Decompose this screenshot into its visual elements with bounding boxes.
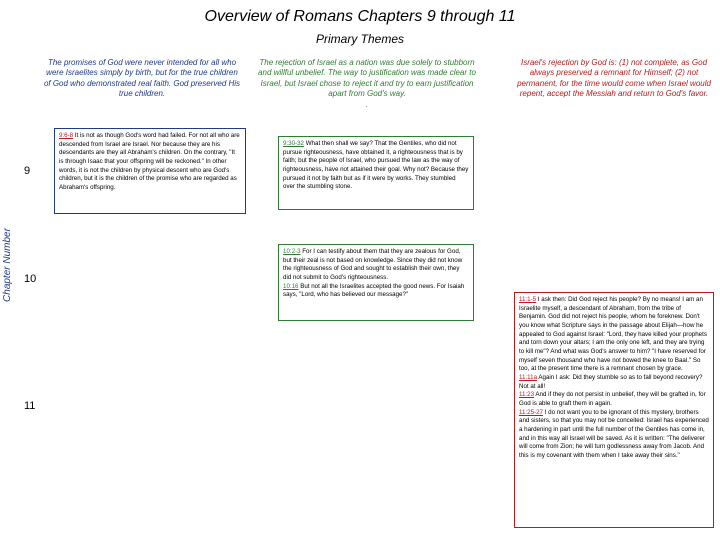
chapter-11-red-text-3: And if they do not persist in unbelief, they will be grafted in, for God is able to graft them in again.: [519, 391, 706, 408]
chapter-9-green-box: [278, 136, 474, 210]
chapter-11-red-ref-3: 11:23: [519, 391, 535, 399]
chapter-9-green-text: What then shall we say? That the Gentiles, who did not pursue righteousness, have obtained it, a righteousness that is by faith; but the people of Israel, who pursued the law as the way of righteousness, have not attained their goal. Why not? Because they pursued it not by faith but as if it were by works. They stumbled over the stumbling stone.: [283, 140, 469, 191]
chapter-10-green-text-2: But not all the Israelites accepted the good news. For Isaiah says, "Lord, who has believed our message?": [283, 282, 465, 299]
chapter-9-blue-box: [54, 128, 246, 214]
chapter-10-green-text-1: For I can testify about them that they are zealous for God, but their zeal is not based on knowledge. Since they did not know the righteousness of God and sought to establish their own, they did not submit to God's righteousness.: [283, 248, 463, 282]
chapter-axis-label: Chapter Number: [2, 228, 13, 302]
chapter-11-red-ref-4: 11:25-27: [519, 408, 543, 416]
chapter-9-green-ref: 9:30-32: [283, 140, 304, 147]
theme-green-text: The rejection of Israel as a nation was due solely to stubborn and willful unbelief. The way to justification was made clear to Israel, but Israel chose to reject it and try to earn justification apart from God's way.: [258, 58, 476, 99]
theme-green: [258, 58, 476, 110]
chapter-10-green-ref-2: 10:16: [283, 282, 299, 290]
page-subtitle: Primary Themes: [315, 32, 404, 46]
chapter-10-green-box: [278, 244, 474, 321]
chapter-11-red-ref-2: 11:11a: [519, 374, 538, 382]
theme-red: Israel's rejection by God is: (1) not complete, as God always preserved a remnant for Himself; (2) not permanent, for the time would come when Israel would repent, accept the Messiah and return to God's favor.: [517, 58, 711, 99]
chapter-11-red-ref-1: 11:1-5: [519, 296, 537, 303]
chapter-9-label: 9: [24, 165, 31, 177]
chapter-9-blue-text: It is not as though God's word had failed. For not all who are descended from Israel are Israel. Nor because they are his descendants are they all Abraham's children. On the contrary, "It is through Isaac that your offspring will be reckoned." In other words, it is not the children by physical descent who are God's children, but it is the children of the promise who are regarded as Abraham's offspring.: [59, 132, 240, 192]
chapter-11-red-text-1: I ask then: Did God reject his people? By no means! I am an Israelite myself, a descendant of Abraham, from the tribe of Benjamin. God did not reject his people, whom he foreknew. Don't you know what Scripture says in the passage about Elijah—how he appealed to God against Israel: "Lord, they have killed your prophets and torn down your altars; I am the only one left, and they are trying to kill me"? And what was God's answer to him? "I have reserved for myself seven thousand who have not bowed the knee to Baal." So too, at the present time there is a remnant chosen by grace.: [519, 296, 707, 373]
page-title: Overview of Romans Chapters 9 through 11: [204, 8, 516, 25]
theme-blue: The promises of God were never intended for all who were Israelites simply by birth, but for the true children of God who demonstrated real faith. God preserved His true children.: [43, 58, 241, 99]
chapter-9-blue-ref: 9:6-8: [59, 132, 74, 139]
chapter-11-label: 11: [24, 400, 36, 412]
chapter-11-red-text-4: I do not want you to be ignorant of this mystery, brothers and sisters, so that you may not be conceited: Israel has experienced a hardening in part until the full number of the Gentiles has come in, and in this way all Israel will be saved. As it is written: "The deliverer will come from Zion; he will turn godlessness away from Jacob. And this is my covenant with them when I take away their sins.": [519, 408, 709, 460]
theme-green-dot: .: [365, 99, 369, 109]
chapter-11-red-text-2: Again I ask: Did they stumble so as to fall beyond recovery? Not at all!: [519, 374, 703, 390]
chapter-11-red-box: [514, 292, 714, 528]
chapter-10-label: 10: [24, 273, 37, 285]
chapter-10-green-ref-1: 10:2-3: [283, 248, 301, 255]
